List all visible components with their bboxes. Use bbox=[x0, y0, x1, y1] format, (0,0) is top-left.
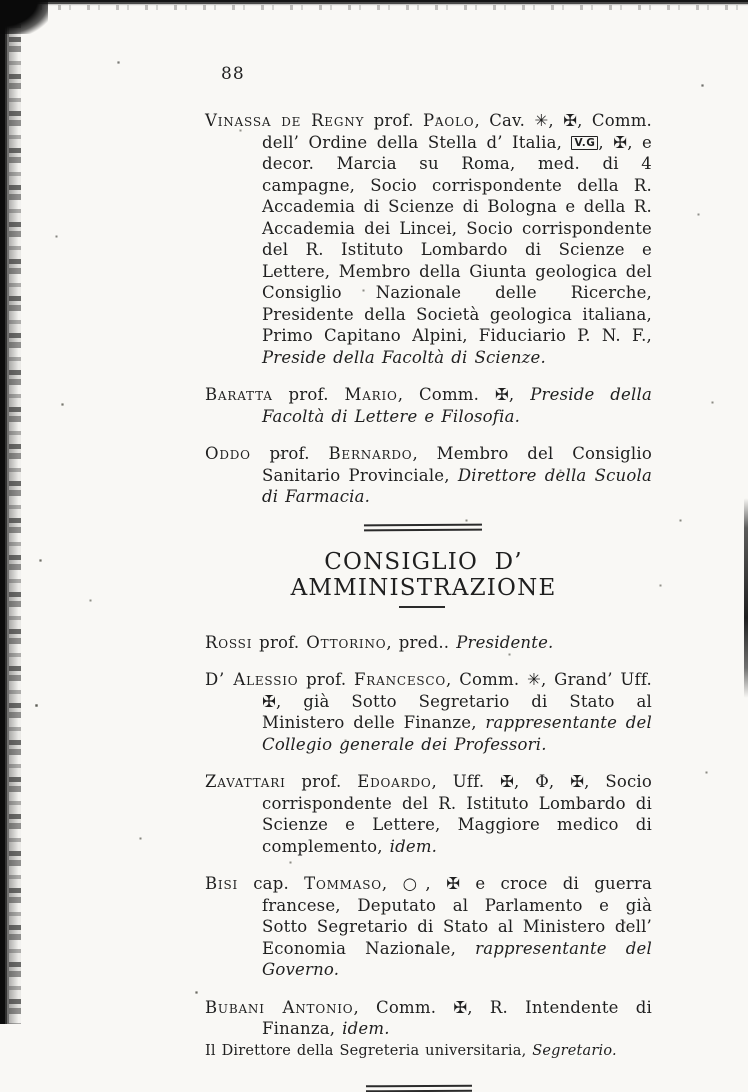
text-run: Preside della Facoltà di Lettere e Filosofia. bbox=[262, 385, 652, 426]
text-run: Edoardo bbox=[357, 772, 432, 791]
text-run: Ottorino bbox=[306, 632, 387, 652]
text-run: Rossi bbox=[205, 632, 253, 652]
scan-noise-speckles bbox=[0, 0, 1, 1]
text-run: cap. bbox=[238, 874, 305, 893]
entry-vinassa-de-regny bbox=[205, 110, 652, 368]
text-run: D’ Alessio bbox=[205, 670, 299, 689]
scan-corner-blob bbox=[0, 0, 48, 34]
text-run: idem. bbox=[342, 1019, 390, 1038]
text-run: Bernardo bbox=[328, 444, 413, 463]
text-run: , Comm. ✠, R. Intendente di Finanza, bbox=[262, 997, 653, 1038]
text-run: prof. bbox=[250, 444, 329, 463]
text-run: Oddo bbox=[205, 444, 251, 463]
text-run: Tommaso bbox=[304, 874, 382, 893]
text-run: , Comm. ✠, bbox=[397, 385, 531, 404]
text-run: Direttore della Scuola di Farmacia. bbox=[262, 465, 652, 506]
entry-d-alessio bbox=[205, 669, 652, 755]
scan-edge-left-fuzz bbox=[9, 0, 21, 1024]
secretary-note bbox=[205, 1042, 652, 1061]
text-run: prof. bbox=[285, 772, 358, 791]
entry-rossi bbox=[205, 632, 652, 654]
scan-edge-top-fuzz bbox=[0, 5, 748, 10]
administration-council-list bbox=[205, 632, 652, 1040]
text-run: prof. bbox=[298, 670, 355, 689]
text-run: , ○, ✠ e croce di guerra francese, Deputato al Parlamento e già Sotto Segretario di Stato al Ministero dell’ Economia Nazionale, bbox=[262, 874, 652, 958]
faculty-officials-list bbox=[205, 110, 652, 508]
text-run: idem. bbox=[389, 836, 438, 856]
text-run: prof. bbox=[252, 632, 307, 652]
text-run: , pred.. bbox=[386, 632, 457, 652]
text-run: prof. bbox=[272, 385, 345, 404]
text-run: , Comm. ✳, Grand’ Uff. ✠, già Sotto Segretario di Stato al Ministero delle Finanze, bbox=[262, 670, 653, 732]
text-run: Segretario. bbox=[532, 1042, 617, 1059]
text-run: Presidente. bbox=[456, 632, 554, 652]
entry-zavattari bbox=[205, 771, 652, 857]
text-run: Preside della Facoltà di Scienze. bbox=[262, 347, 546, 367]
text-run: , Uff. ✠, Φ, ✠, Socio corrispondente del R. Istituto Lombardo di Scienze e Lettere, Maggiore medico di complemento, bbox=[262, 772, 653, 856]
text-run: Baratta bbox=[205, 385, 273, 404]
text-run: Il Direttore della Segreteria universitaria, bbox=[205, 1042, 533, 1059]
text-run: prof. bbox=[364, 111, 424, 130]
entry-bisi bbox=[205, 873, 652, 981]
text-run: , Membro del Consiglio Sanitario Provinciale, bbox=[262, 444, 652, 485]
scan-edge-right-streak bbox=[744, 498, 748, 698]
text-run: Zavattari bbox=[205, 772, 286, 791]
section-title: CONSIGLIO D’ AMMINISTRAZIONE bbox=[290, 548, 557, 601]
text-run: Mario bbox=[344, 385, 398, 404]
scan-edge-left bbox=[0, 0, 9, 1024]
page-number: 88 bbox=[221, 64, 245, 84]
entry-baratta bbox=[205, 384, 652, 427]
text-run: rappresentante del Governo. bbox=[262, 938, 652, 979]
entry-bubani bbox=[205, 997, 652, 1040]
text-run: Francesco bbox=[354, 670, 447, 689]
text-run: , Cav. ✳, ✠, Comm. dell’ Ordine della Stella d’ Italia, bbox=[262, 111, 652, 152]
text-run: Bisi bbox=[205, 874, 239, 893]
text-run: Bubani Antonio bbox=[205, 997, 354, 1017]
page-content bbox=[205, 64, 652, 1092]
vg-medal-badge: V.G bbox=[571, 136, 598, 150]
text-run: Vinassa de Regny bbox=[205, 111, 365, 130]
section-divider-rule bbox=[363, 523, 481, 531]
end-divider-rule bbox=[365, 1084, 471, 1092]
heading-underline-rule bbox=[399, 606, 445, 608]
text-run: Paolo bbox=[423, 111, 475, 130]
text-run: rappresentante del Collegio generale dei Professori. bbox=[262, 713, 652, 754]
text-run: , ✠, e decor. Marcia su Roma, med. di 4 campagne, Socio corrispondente della R. Accademia di Scienze di Bologna e della R. Accademia dei Lincei, Socio corrispondente del R. Istituto Lombardo di Scienze e Lettere, Membro della Giunta geologica del Consiglio Nazionale delle Ricerche, Presidente della Società geologica italiana, Primo Capitano Alpini, Fiduciario P. N. F., bbox=[262, 132, 652, 345]
entry-oddo bbox=[205, 443, 652, 508]
